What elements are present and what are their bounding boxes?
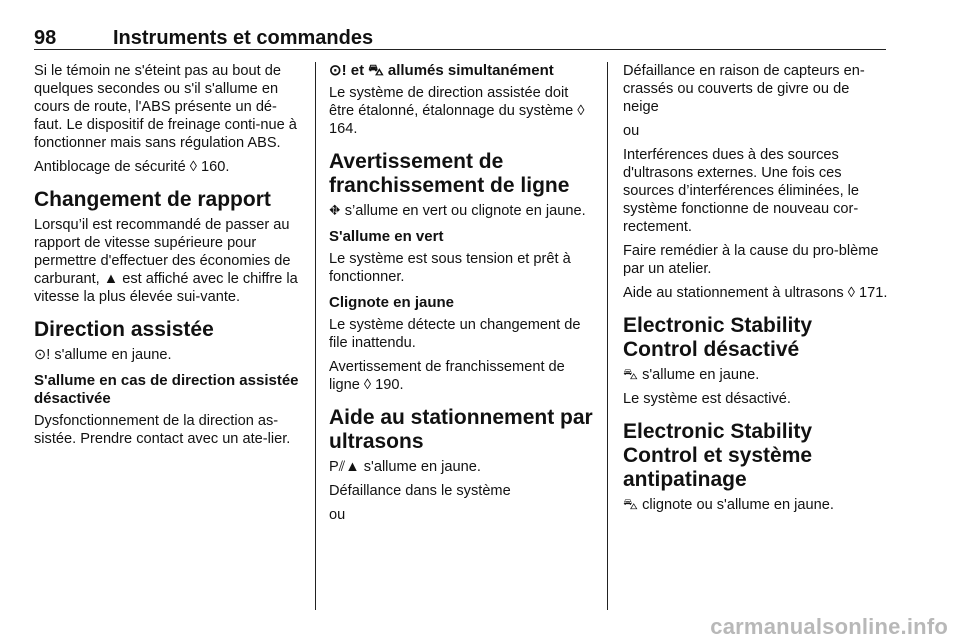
header-rule [34, 49, 886, 50]
paragraph: Le système est sous tension et prêt à fonctionner. [329, 251, 571, 285]
page-number: 98 [34, 27, 57, 49]
paragraph: Interférences dues à des sources d'ultrasons externes. Une fois ces sources d’interférences éliminées, le système fonctionne de nouveau cor-rectement. [623, 147, 860, 235]
paragraph: ⛍ clignote ou s'allume en jaune. [623, 497, 834, 513]
section-heading: Changement de rapport [34, 188, 271, 211]
section-heading: Direction assistée [34, 318, 214, 341]
column-right [623, 62, 889, 520]
paragraph: ou [623, 123, 640, 139]
paragraph: Le système de direction assistée doit être étalonné, étalonnage du système ◊ 164. [329, 85, 585, 137]
subsection-heading: S'allume en vert [329, 228, 444, 245]
section-heading: Avertissement de franchissement de ligne [329, 150, 570, 197]
paragraph: Faire remédier à la cause du pro-blème par un atelier. [623, 243, 879, 277]
paragraph: Si le témoin ne s'éteint pas au bout de quelques secondes ou s'il s'allume en cours de route, l'ABS présente un dé-faut. Le dispositif de freinage conti-nue à fonctionner mais sans régulation ABS. [34, 63, 297, 151]
paragraph: Le système détecte un changement de file inattendu. [329, 317, 581, 351]
column-left [34, 62, 300, 454]
paragraph: Défaillance dans le système [329, 483, 511, 499]
subsection-heading: S'allume en cas de direction assistée désactivée [34, 372, 299, 407]
section-heading: Electronic Stability Control et système antipatinage [623, 420, 813, 491]
paragraph: ou [329, 507, 346, 523]
column-divider [315, 62, 316, 610]
subsection-heading: Clignote en jaune [329, 294, 455, 311]
cross-reference: Antiblocage de sécurité ◊ 160. [34, 159, 230, 175]
paragraph: Dysfonctionnement de la direction as-sistée. Prendre contact avec un ate-lier. [34, 413, 291, 447]
section-heading: Electronic Stability Control désactivé [623, 314, 813, 361]
watermark: carmanualsonline.info [710, 614, 948, 639]
running-title: Instruments et commandes [113, 27, 374, 49]
paragraph: Le système est désactivé. [623, 391, 791, 407]
paragraph: Défaillance en raison de capteurs en-crassés ou couverts de givre ou de neige [623, 63, 865, 115]
cross-reference: Aide au stationnement à ultrasons ◊ 171. [623, 285, 888, 301]
column-middle [329, 62, 597, 530]
subsection-heading: ⊙! et ⛍ allumés simultanément [329, 62, 554, 79]
paragraph: ⛖ s’allume en vert ou clignote en jaune. [329, 203, 586, 219]
section-heading: Aide au stationnement par ultrasons [329, 406, 593, 453]
paragraph: ⊙! s'allume en jaune. [34, 347, 172, 363]
paragraph: ⛍ s'allume en jaune. [623, 367, 760, 383]
column-divider [607, 62, 608, 610]
cross-reference: Avertissement de franchissement de ligne ◊ 190. [329, 359, 565, 393]
paragraph: P⫽▲ s'allume en jaune. [329, 459, 481, 475]
paragraph: Lorsqu’il est recommandé de passer au rapport de vitesse supérieure pour permettre d'effectuer des économies de carburant, ▲ est affiché avec le chiffre la vitesse la plus élevée sui-vante. [34, 217, 298, 305]
